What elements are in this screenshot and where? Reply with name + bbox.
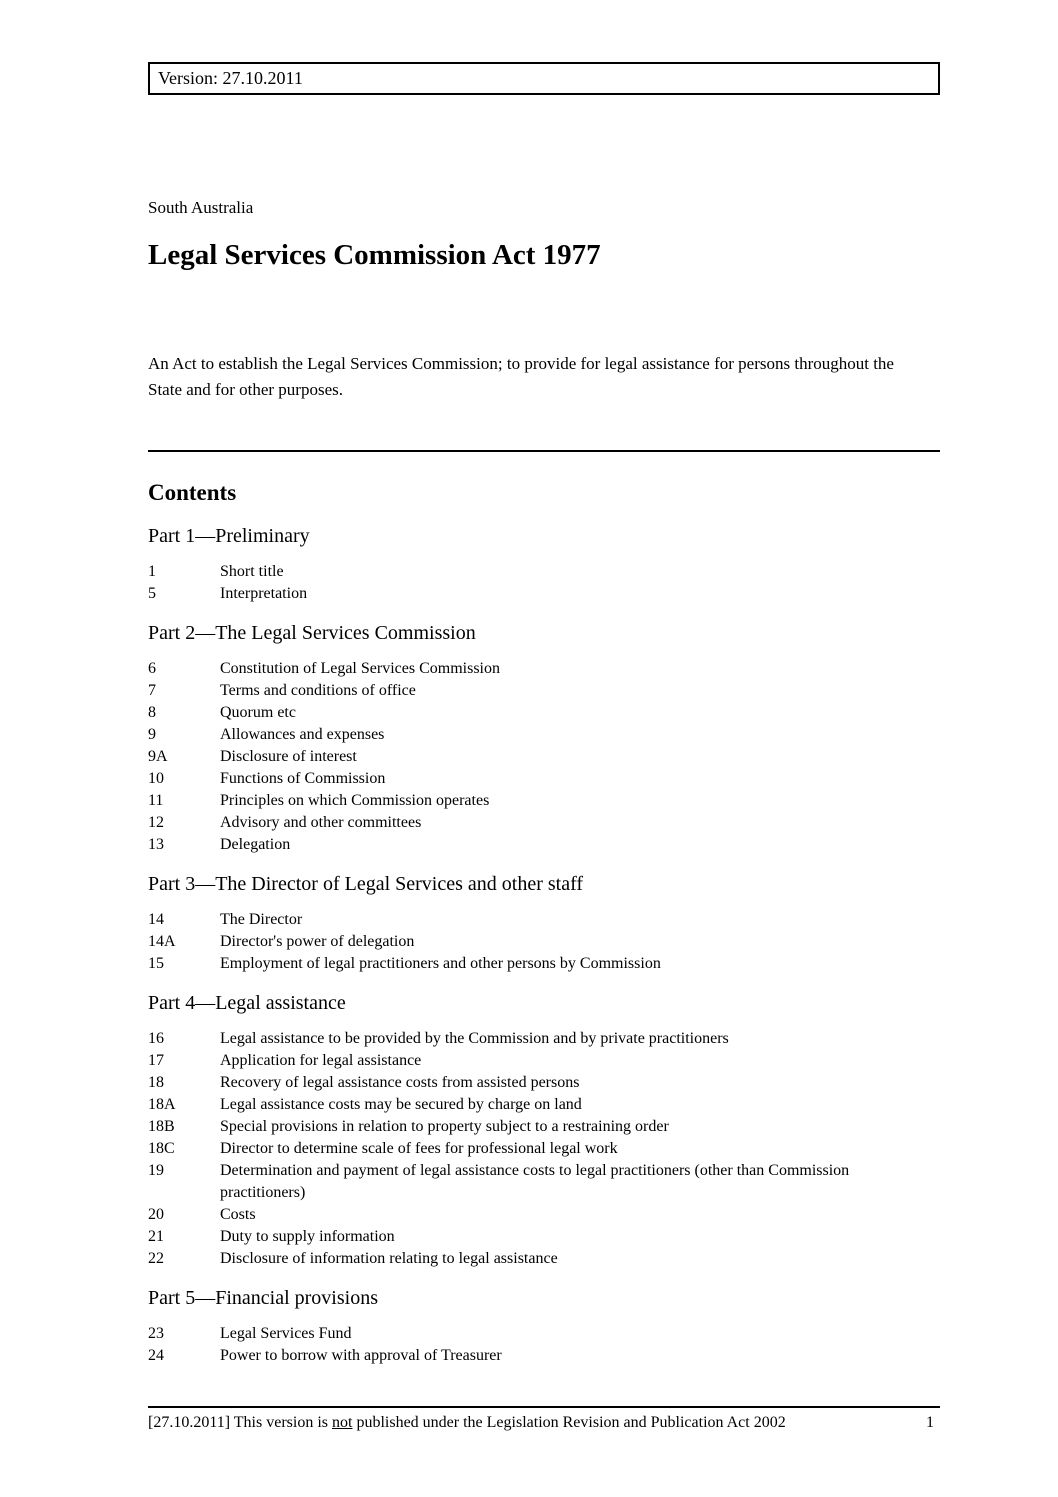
toc-entry-title: The Director <box>220 911 303 928</box>
toc-entry-title: Legal Services Fund <box>220 1325 352 1342</box>
toc-entry <box>148 1138 940 1160</box>
toc-entry <box>148 812 940 834</box>
toc-entry <box>148 1345 940 1367</box>
toc-entry-title: Short title <box>220 563 284 580</box>
toc-entry-title: Director's power of delegation <box>220 933 415 950</box>
toc-entry <box>148 1116 940 1138</box>
toc-part <box>148 523 940 605</box>
toc-entry-number: 14 <box>148 911 164 928</box>
toc-entry-title: Disclosure of information relating to legal assistance <box>220 1250 558 1267</box>
toc-entry-title: Allowances and expenses <box>220 726 385 743</box>
toc-part <box>148 990 940 1270</box>
toc-entry <box>148 724 940 746</box>
toc-entry-title: Functions of Commission <box>220 770 386 787</box>
section-divider <box>148 450 940 452</box>
toc-entry-title: Principles on which Commission operates <box>220 792 490 809</box>
footer-note-underlined: not <box>332 1414 353 1431</box>
toc-entry <box>148 1050 940 1072</box>
toc-entry-title: Costs <box>220 1206 256 1223</box>
toc-entry-title: Delegation <box>220 836 291 853</box>
toc-entry <box>148 834 940 856</box>
footer-note-after: published under the Legislation Revision and Publication Act 2002 <box>352 1414 786 1431</box>
toc-entry <box>148 790 940 812</box>
toc-entry-number: 23 <box>148 1325 164 1342</box>
toc-entry-title: Constitution of Legal Services Commission <box>220 660 500 677</box>
toc-entry-number: 5 <box>148 585 156 602</box>
toc-entry-title: Advisory and other committees <box>220 814 422 831</box>
long-title: An Act to establish the Legal Services Commission; to provide for legal assistance for persons throughout the State and for other purposes. <box>148 354 894 399</box>
toc-entry-title: Quorum etc <box>220 704 296 721</box>
toc-entry-title: Determination and payment of legal assistance costs to legal practitioners (other than Commission practitioners) <box>220 1162 850 1201</box>
toc-entry-number: 16 <box>148 1030 164 1047</box>
toc-entry-number: 24 <box>148 1347 164 1364</box>
page-content <box>148 0 940 1367</box>
toc-entry <box>148 1248 940 1270</box>
toc-entry-number: 13 <box>148 836 164 853</box>
toc-items <box>148 1028 940 1270</box>
toc-entry-number: 6 <box>148 660 156 677</box>
toc-entry <box>148 583 940 605</box>
toc-entry-number: 12 <box>148 814 164 831</box>
toc-entry <box>148 1226 940 1248</box>
toc-entry-number: 9 <box>148 726 156 743</box>
toc-items <box>148 561 940 605</box>
toc-entry <box>148 909 940 931</box>
toc-entry <box>148 1160 940 1204</box>
toc-entry-number: 19 <box>148 1162 164 1179</box>
toc-entry <box>148 702 940 724</box>
part-heading: Part 1—Preliminary <box>148 525 310 547</box>
part-heading: Part 3—The Director of Legal Services and other staff <box>148 873 584 895</box>
toc-entry <box>148 680 940 702</box>
version-label: Version: 27.10.2011 <box>158 68 303 88</box>
toc-entry <box>148 1094 940 1116</box>
toc-entry-number: 1 <box>148 563 156 580</box>
act-title: Legal Services Commission Act 1977 <box>148 239 601 271</box>
toc-entry-number: 15 <box>148 955 164 972</box>
toc-entry <box>148 768 940 790</box>
toc-entry-title: Legal assistance to be provided by the Commission and by private practitioners <box>220 1030 729 1047</box>
toc-entry-title: Interpretation <box>220 585 308 602</box>
toc-entry-title: Application for legal assistance <box>220 1052 422 1069</box>
toc-entry-number: 18A <box>148 1096 176 1113</box>
toc-entry <box>148 1072 940 1094</box>
part-heading: Part 2—The Legal Services Commission <box>148 622 476 644</box>
toc-entry-title: Recovery of legal assistance costs from assisted persons <box>220 1074 580 1091</box>
toc-entry-number: 14A <box>148 933 176 950</box>
page-number: 1 <box>926 1414 934 1431</box>
toc-entry <box>148 658 940 680</box>
toc-part <box>148 871 940 975</box>
toc-entry <box>148 1204 940 1226</box>
jurisdiction-label: South Australia <box>148 198 254 217</box>
part-heading: Part 4—Legal assistance <box>148 992 346 1014</box>
toc-entry-number: 9A <box>148 748 168 765</box>
toc-part <box>148 620 940 856</box>
toc-entry-title: Legal assistance costs may be secured by charge on land <box>220 1096 582 1113</box>
toc-entry <box>148 1028 940 1050</box>
toc-items <box>148 1323 940 1367</box>
part-heading: Part 5—Financial provisions <box>148 1287 378 1309</box>
footer-note-before: [27.10.2011] This version is <box>148 1414 332 1431</box>
footer-note <box>148 1413 786 1433</box>
contents-list <box>148 523 940 1367</box>
toc-entry <box>148 931 940 953</box>
toc-entry-number: 10 <box>148 770 164 787</box>
toc-entry-title: Power to borrow with approval of Treasurer <box>220 1347 502 1364</box>
page-footer <box>148 1406 940 1433</box>
toc-entry-number: 18 <box>148 1074 164 1091</box>
toc-entry <box>148 746 940 768</box>
toc-entry-number: 8 <box>148 704 156 721</box>
toc-entry-title: Director to determine scale of fees for professional legal work <box>220 1140 618 1157</box>
toc-part <box>148 1285 940 1367</box>
toc-items <box>148 909 940 975</box>
toc-entry-title: Terms and conditions of office <box>220 682 416 699</box>
toc-entry-number: 22 <box>148 1250 164 1267</box>
toc-entry <box>148 953 940 975</box>
toc-entry <box>148 561 940 583</box>
toc-entry-number: 20 <box>148 1206 164 1223</box>
toc-entry <box>148 1323 940 1345</box>
toc-entry-number: 21 <box>148 1228 164 1245</box>
toc-entry-number: 18B <box>148 1118 175 1135</box>
toc-entry-number: 7 <box>148 682 156 699</box>
contents-heading: Contents <box>148 480 237 505</box>
toc-entry-title: Duty to supply information <box>220 1228 395 1245</box>
toc-entry-number: 11 <box>148 792 164 809</box>
toc-entry-number: 18C <box>148 1140 175 1157</box>
toc-entry-title: Disclosure of interest <box>220 748 357 765</box>
version-box <box>148 62 940 95</box>
toc-entry-number: 17 <box>148 1052 164 1069</box>
toc-entry-title: Employment of legal practitioners and other persons by Commission <box>220 955 661 972</box>
toc-entry-title: Special provisions in relation to property subject to a restraining order <box>220 1118 669 1135</box>
toc-items <box>148 658 940 856</box>
